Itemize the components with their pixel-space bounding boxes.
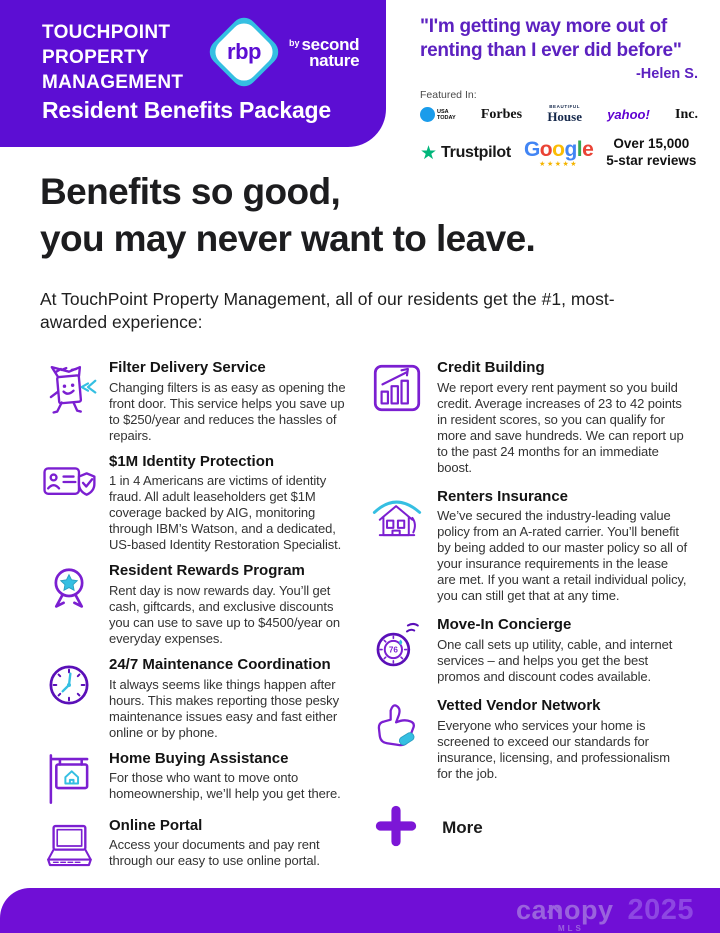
- google-logo: [524, 139, 593, 168]
- benefit-title: 24/7 Maintenance Coordination: [109, 656, 331, 674]
- usa-today-line2: TODAY: [437, 114, 456, 121]
- benefit-description: For those who want to move onto homeownership, we’ll help you get there.: [109, 770, 341, 802]
- benefits-column-right: [368, 359, 688, 884]
- forbes-logo: Forbes: [480, 106, 523, 122]
- credit-chart-icon: [368, 359, 426, 417]
- benefit-description: Rent day is now rewards day. You’ll get cash, giftcards, and exclusive discounts you can use to save up to $4500/year on everyday expenses.: [109, 583, 340, 647]
- benefit-description: Changing filters is as easy as opening the front door. This service helps you save up to $250/year and reduces the hassles of repairs.: [109, 379, 346, 443]
- rbp-logo-text: rbp: [227, 39, 261, 64]
- benefits-column-left: [40, 359, 352, 884]
- benefit-title: Renters Insurance: [437, 487, 569, 505]
- trustpilot-star-icon: ★: [420, 142, 438, 164]
- plus-icon: [374, 804, 418, 853]
- featured-logos-row: [420, 105, 698, 126]
- benefit-vetted-vendors: [368, 697, 688, 782]
- header-testimonial-area: [420, 15, 698, 170]
- usa-today-line1: USA: [437, 108, 449, 115]
- second-nature-logo: [289, 37, 359, 69]
- google-letter: G: [523, 137, 540, 161]
- by-label: by: [289, 38, 300, 48]
- benefit-description: We’ve secured the industry-leading value policy from an A-rated carrier. You’ll benefit by being added to our master policy so all of your insurance requirements in the lease are met. If you want a retail individual policy, you can still get that at any time.: [437, 508, 687, 604]
- benefit-title: $1M Identity Protection: [109, 452, 275, 470]
- benefit-description: Everyone who services your home is screened to exceed our standards for insurance, licensing, and professionalism for the job.: [437, 717, 671, 781]
- headline-line-2: you may never want to leave.: [40, 218, 536, 260]
- usa-today-dot-icon: [420, 107, 435, 122]
- benefit-move-in-concierge: [368, 616, 688, 685]
- company-name: TOUCHPOINT PROPERTY MANAGEMENT: [42, 22, 184, 94]
- testimonial-attribution: -Helen S.: [635, 65, 698, 82]
- featured-in-label: Featured In:: [420, 88, 477, 101]
- id-card-shield-icon: [40, 453, 98, 511]
- benefit-title: Resident Rewards Program: [109, 562, 305, 580]
- award-ribbon-star-icon: [40, 562, 98, 620]
- clock-icon: [40, 656, 98, 714]
- more-label: More: [442, 818, 483, 838]
- benefit-description: It always seems like things happen after hours. This makes reporting those pesky maintenance issues easy and fast either online or by phone.: [109, 676, 339, 740]
- house-beautiful-logo: [547, 105, 582, 126]
- trustpilot-logo: [420, 144, 511, 163]
- reviews-label: 5-star reviews: [606, 153, 697, 168]
- yahoo-logo: yahoo!: [607, 107, 650, 123]
- benefit-home-buying: [40, 750, 352, 808]
- filter-delivery-box-icon: [40, 359, 98, 417]
- google-letter: o: [552, 137, 565, 161]
- benefit-renters-insurance: [368, 488, 688, 605]
- header-banner: [0, 0, 386, 147]
- home-sale-sign-icon: [40, 750, 98, 808]
- thumbs-up-icon: [368, 697, 426, 755]
- headline-line-1: Benefits so good,: [40, 171, 341, 212]
- benefit-maintenance: [40, 656, 352, 741]
- benefit-description: 1 in 4 Americans are victims of identity fraud. All adult leaseholders get $1M coverage backed by AIG, monitoring through IBM’s Watson, and a dedicated, US-based Identity Restoration Specialist.: [109, 473, 342, 553]
- google-letter: g: [564, 137, 577, 161]
- trustpilot-label: Trustpilot: [441, 144, 511, 161]
- benefit-title: Filter Delivery Service: [109, 358, 266, 376]
- benefit-credit-building: [368, 359, 688, 476]
- benefit-title: Vetted Vendor Network: [437, 696, 601, 714]
- more-benefits: [374, 804, 688, 853]
- canopy-brand: canopy: [515, 895, 614, 925]
- page-title: [40, 168, 688, 263]
- inc-logo: Inc.: [675, 106, 698, 122]
- house-beautiful-big: House: [547, 109, 582, 125]
- google-stars-icon: ★★★★★: [539, 160, 579, 168]
- brand-line-1: second: [301, 35, 360, 54]
- benefit-filter-delivery: [40, 359, 352, 444]
- google-letter: e: [582, 137, 594, 161]
- main-content: [40, 168, 688, 884]
- canopy-mls-sub: MLS: [557, 924, 584, 933]
- google-letter: o: [539, 137, 553, 161]
- canopy-caret-icon: [547, 891, 560, 918]
- reviews-count: Over 15,000: [613, 136, 690, 152]
- benefit-resident-rewards: [40, 562, 352, 647]
- laptop-icon: [40, 817, 98, 875]
- benefit-online-portal: [40, 817, 352, 875]
- insured-home-icon: [368, 488, 426, 546]
- benefit-title: Credit Building: [437, 358, 545, 376]
- footer-year: 2025: [627, 894, 694, 926]
- testimonial-quote: "I'm getting way more out of renting than I ever did before": [420, 16, 682, 62]
- dial-value: 76: [388, 645, 399, 655]
- canopy-mls-logo: [515, 895, 614, 933]
- benefit-description: We report every rent payment so you build credit. Average increases of 23 to 42 points in resident scores, so you can qualify for more and save hundreds. We can report up to the past 24 months for an immediate boost.: [437, 379, 684, 475]
- benefit-title: Online Portal: [109, 816, 203, 834]
- benefit-title: Move-In Concierge: [437, 616, 572, 634]
- rbp-logo: [204, 12, 284, 92]
- house-beautiful-small: BEAUTIFUL: [549, 103, 581, 109]
- subheadline: At TouchPoint Property Management, all of our residents get the #1, most-awarded experience:: [40, 288, 615, 333]
- benefit-identity-protection: [40, 453, 352, 554]
- package-title: Resident Benefits Package: [42, 97, 332, 123]
- usa-today-logo: [420, 107, 456, 122]
- reviews-row: [420, 136, 698, 170]
- benefit-description: Access your documents and pay rent through our easy to use online portal.: [109, 837, 320, 869]
- brand-line-2: nature: [309, 51, 360, 71]
- benefit-description: One call sets up utility, cable, and internet services – and helps you get the best promos and discount codes available.: [437, 637, 673, 684]
- thermostat-dial-icon: [368, 616, 426, 674]
- google-letter: l: [576, 137, 583, 161]
- benefit-title: Home Buying Assistance: [109, 749, 289, 767]
- benefits-grid: [40, 359, 688, 884]
- footer-bar: [0, 888, 720, 933]
